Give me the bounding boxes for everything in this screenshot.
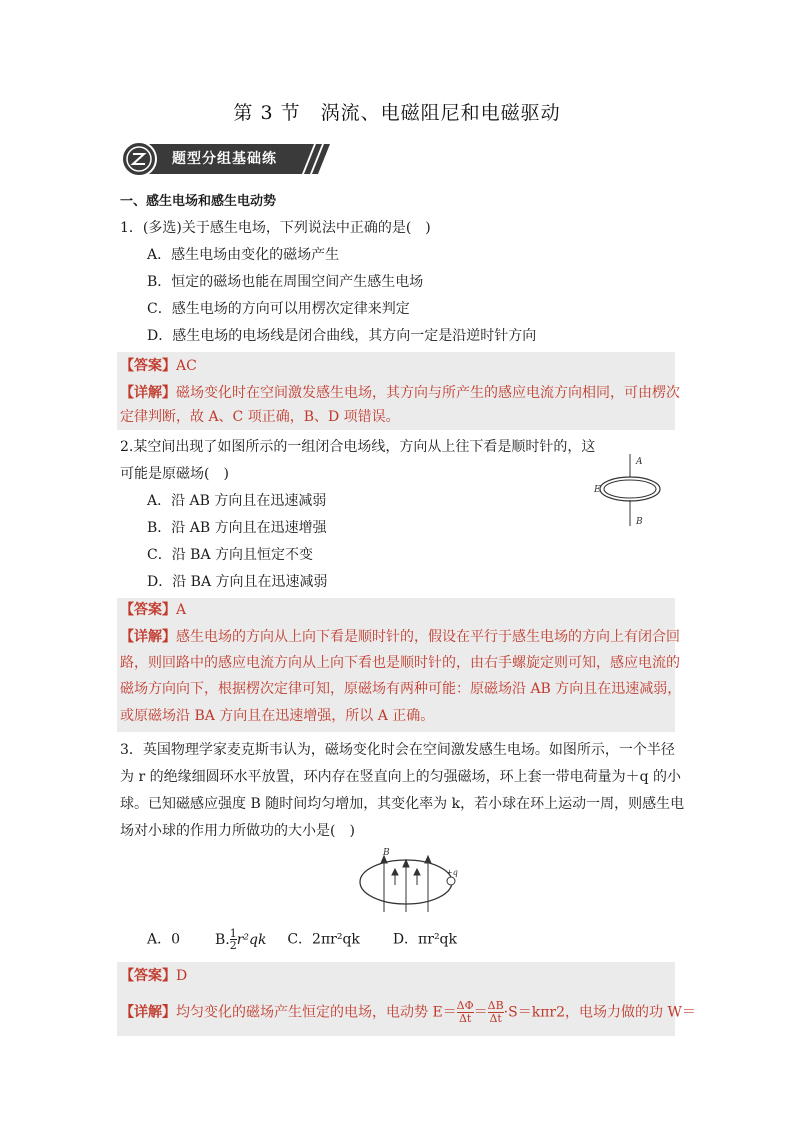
q3-option-b-denominator: 2 xyxy=(229,939,237,952)
detail-tag: 【详解】 xyxy=(120,385,176,401)
q2-answer: A xyxy=(176,602,187,618)
answer-tag: 【答案】 xyxy=(120,602,176,618)
q1-option-c: C．感生电场的方向可以用楞次定律来判定 xyxy=(147,301,410,317)
q1-answer: AC xyxy=(176,358,197,374)
q3-options-row xyxy=(147,928,457,951)
q2-option-a: A．沿 AB 方向且在迅速减弱 xyxy=(147,493,327,509)
q3-stem-line-3: 球。已知磁感应强度 B 随时间均匀增加，其变化率为 k，若小球在环上运动一周，则感生电 xyxy=(120,796,685,812)
q1-option-d: D．感生电场的电场线是闭合曲线，其方向一定是沿逆时针方向 xyxy=(147,328,537,344)
q1-option-a: A．感生电场由变化的磁场产生 xyxy=(147,247,340,263)
q3-stem-line-4: 场对小球的作用力所做功的大小是( ) xyxy=(120,823,355,839)
q2-label-b: B xyxy=(636,517,643,527)
q3-stem-line-2: 为 r 的绝缘细圆环水平放置，环内存在竖直向上的匀强磁场，环上套一带电荷量为＋q 的小 xyxy=(120,769,682,785)
answer-tag: 【答案】 xyxy=(120,968,176,984)
q3-stem-line-1: 3．英国物理学家麦克斯韦认为，磁场变化时会在空间激发感生电场。如图所示，一个半径 xyxy=(120,742,675,758)
banner-label: 题型分组基础练 xyxy=(172,151,277,167)
q2-option-c: C．沿 BA 方向且恒定不变 xyxy=(147,547,314,563)
q3-option-d: D．πr²qk xyxy=(392,931,458,948)
q2-stem-line-1: 2.某空间出现了如图所示的一组闭合电场线，方向从上往下看是顺时针的，这 xyxy=(120,439,596,455)
q1-option-b: B．恒定的磁场也能在周围空间产生感生电场 xyxy=(147,274,424,290)
answer-tag: 【答案】 xyxy=(120,358,176,374)
q3-option-a: A．0 xyxy=(147,931,181,948)
q2-option-d: D．沿 BA 方向且在迅速减弱 xyxy=(147,574,328,590)
page-title: 第 3 节 涡流、电磁阻尼和电磁驱动 xyxy=(233,102,561,124)
q2-label-e: E xyxy=(594,485,601,495)
q2-label-a: A xyxy=(636,457,643,467)
q3-figure-diagram xyxy=(354,845,466,915)
q1-stem: 1．(多选)关于感生电场，下列说法中正确的是( ) xyxy=(120,220,431,236)
detail-tag: 【详解】 xyxy=(120,1004,176,1021)
q2-option-b: B．沿 AB 方向且在迅速增强 xyxy=(147,520,327,536)
q1-detail-line-1: 磁场变化时在空间激发感生电场，其方向与所产生的感应电流方向相同，可由楞次 xyxy=(176,385,680,401)
q3-option-c: C．2πr²qk xyxy=(287,931,360,948)
q3-label-b: B xyxy=(383,848,390,858)
q2-stem-line-2: 可能是原磁场( ) xyxy=(120,466,229,482)
q2-detail-line-3: 磁场方向向下，根据楞次定律可知，原磁场有两种可能：原磁场沿 AB 方向且在迅速减弱， xyxy=(120,681,682,697)
q1-answer-box xyxy=(117,352,680,430)
q2-figure-diagram xyxy=(592,452,668,534)
q2-detail-line-1: 感生电场的方向从上向下看是顺时针的，假设在平行于感生电场的方向上有闭合回 xyxy=(176,629,680,645)
q1-detail-line-2: 定律判断，故 A、C 项正确，B、D 项错误。 xyxy=(120,409,400,425)
q3-option-b: B. $\frac{1}{2}$ r²qk xyxy=(214,927,267,952)
q3-option-b-numerator: 1 xyxy=(229,927,237,940)
q3-label-charge: +q xyxy=(446,868,458,877)
detail-tag: 【详解】 xyxy=(120,629,176,645)
q2-detail-line-2: 路，则回路中的感应电流方向从上向下看也是顺时针的，由右手螺旋定则可知，感应电流的 xyxy=(120,655,680,671)
q2-detail-line-4: 或原磁场沿 BA 方向且在迅速增强，所以 A 正确。 xyxy=(120,708,435,724)
q3-detail-line-1: 【详解】均匀变化的磁场产生恒定的电场，电动势 E＝ $\frac{\Delta\Phi}{\Delta t}$ ＝ $\frac{\Delta B}{\Delta t}$ ·S＝kπr2，电场力做的功 W＝ xyxy=(120,999,696,1025)
q3-answer: D xyxy=(176,968,188,984)
q2-answer-box xyxy=(117,598,682,732)
q3-answer-box xyxy=(117,962,696,1036)
section-heading: 一、感生电场和感生电动势 xyxy=(120,194,277,209)
